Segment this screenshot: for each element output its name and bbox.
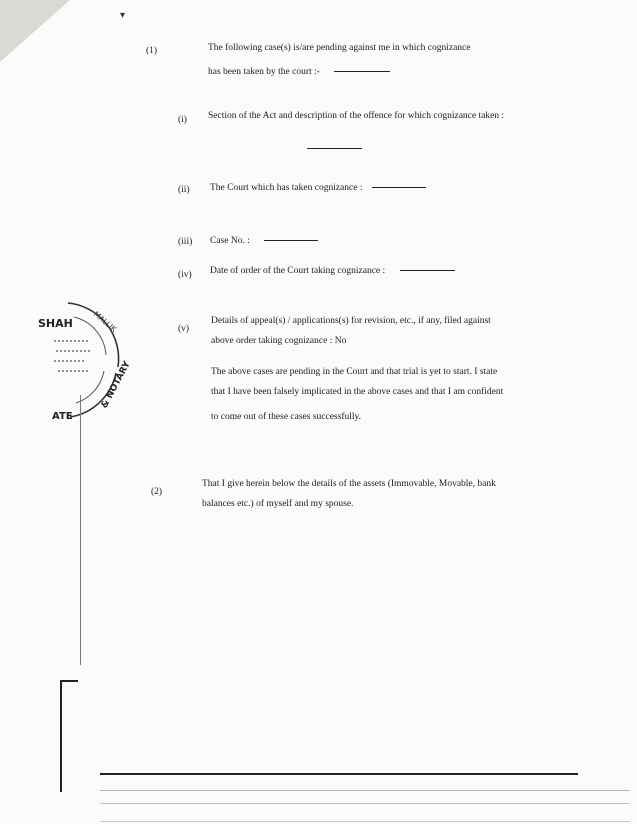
item-2-line-1: That I give herein below the details of the assets (Immovable, Movable, bank <box>202 479 496 489</box>
item-i-text: Section of the Act and description of the offence for which cognizance taken : <box>208 111 505 121</box>
item-1-line-1: The following case(s) is/are pending against me in which cognizance <box>208 43 471 53</box>
item-1-number: (1) <box>146 46 158 56</box>
binding-edge-tick <box>60 680 78 682</box>
fill-blank <box>264 240 318 241</box>
item-v-paragraph-line-2: that I have been falsely implicated in the above cases and that I am confident <box>211 387 504 397</box>
item-1-line-2: has been taken by the court :- <box>208 66 390 78</box>
binding-edge-mark <box>60 680 62 792</box>
item-i-number: (i) <box>178 115 187 125</box>
item-2-line-2: balances etc.) of myself and my spouse. <box>202 499 354 509</box>
item-ii-number: (ii) <box>178 185 190 195</box>
item-v-paragraph-line-3: to come out of these cases successfully. <box>211 412 362 422</box>
folded-corner <box>0 0 70 62</box>
margin-fold-line <box>80 395 81 665</box>
stamp-fragment-left: SHAH <box>38 317 73 330</box>
stamp-text-top: MALLIK <box>91 309 119 334</box>
item-v-number: (v) <box>178 324 190 334</box>
fill-blank <box>372 187 426 188</box>
item-iv-number: (iv) <box>178 270 192 280</box>
bottom-rule <box>100 773 578 775</box>
item-v-line-2: above order taking cognizance : No <box>211 336 347 346</box>
stamp-text-bottom: & NOTARY <box>99 359 133 411</box>
item-v-line-1: Details of appeal(s) / applications(s) for revision, etc., if any, filed against <box>211 316 491 326</box>
item-iv-line: Date of order of the Court taking cognizance : <box>210 265 455 277</box>
fill-blank <box>334 71 390 72</box>
stamp-fragment-bottom-left: ATE <box>52 411 73 422</box>
item-2-number: (2) <box>151 487 163 497</box>
notary-stamp <box>30 297 133 422</box>
item-ii-line: The Court which has taken cognizance : <box>210 182 426 194</box>
item-v-paragraph-line-1: The above cases are pending in the Court and that trial is yet to start. I state <box>211 367 498 377</box>
item-iii-number: (iii) <box>178 237 193 247</box>
item-iii-line: Case No. : <box>210 235 318 247</box>
fill-blank <box>307 148 362 149</box>
page-edge-lines <box>100 790 630 822</box>
stray-mark: ▾ <box>120 10 126 21</box>
fill-blank <box>400 270 455 271</box>
